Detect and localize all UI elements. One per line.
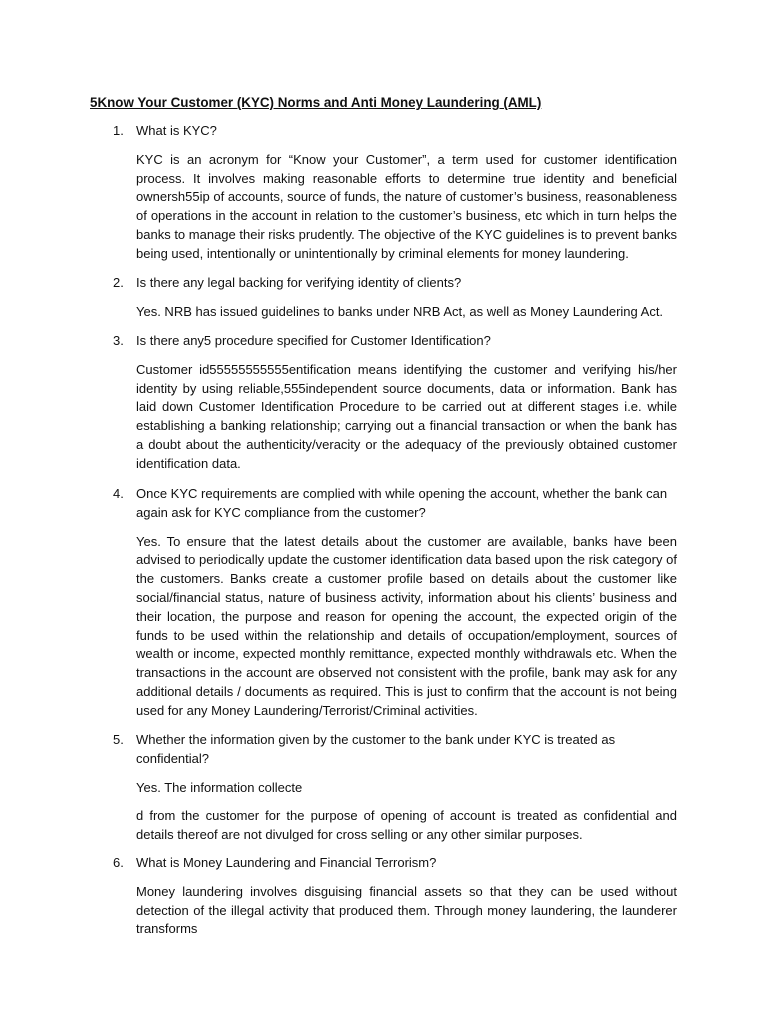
item-number: 1. [113, 123, 124, 138]
document-title: 5Know Your Customer (KYC) Norms and Anti Money Laundering (AML) [90, 95, 542, 110]
item-answer: Yes. To ensure that the latest details about the customer are available, banks have been advised to periodically update the customer identification data based upon the risk category of the customers. Banks create a customer profile based on details about the customer like social/financial status, nature of business activity, information about his clients’ business and their location, the purpose and reason for opening the account, the expected origin of the funds to be used within the relationship and details of occupation/employment, sources of wealth or income, expected monthly remittance, expected monthly withdrawals etc. When the transactions in the account are observed not consistent with the profile, bank may ask for any additional details / documents as required. This is just to confirm that the account is not being used for any Money Laundering/Terrorist/Criminal activities. [136, 533, 677, 718]
item-answer: Yes. The information collecte [136, 779, 303, 795]
faq-item-4 [113, 485, 677, 721]
item-answer: Yes. NRB has issued guidelines to banks under NRB Act, as well as Money Laundering Act. [136, 303, 664, 319]
item-question: What is KYC? [136, 123, 217, 138]
item-number: 4. [113, 486, 124, 501]
faq-item-6 [113, 854, 677, 939]
item-number: 6. [113, 855, 124, 870]
faq-item-5 [113, 731, 677, 845]
item-question: Is there any5 procedure specified for Customer Identification? [136, 333, 491, 348]
item-question: Is there any legal backing for verifying identity of clients? [136, 275, 462, 290]
item-number: 3. [113, 333, 124, 348]
item-question: What is Money Laundering and Financial Terrorism? [136, 855, 437, 870]
item-answer: KYC is an acronym for “Know your Customer”, a term used for customer identification process. It involves making reasonable efforts to determine true identity and beneficial ownersh55ip of accounts, source of funds, the nature of customer’s business, reasonableness of operations in the account in relation to the customer’s business, etc which in turn helps the banks to manage their risks prudently. The objective of the KYC guidelines is to prevent banks being used, intentionally or unintentionally by criminal elements for money laundering. [136, 151, 677, 261]
item-number: 5. [113, 732, 124, 747]
faq-item-1 [113, 122, 677, 264]
item-answer: Customer id55555555555entification means identifying the customer and verifying his/her identity by using reliable,555independent source documents, data or information. Bank has laid down Customer Identification Procedure to be carried out at different stages i.e. while establishing a banking relationship; carrying out a financial transaction or when the bank has a doubt about the authenticity/veracity or the adequacy of the previously obtained customer identification data. [136, 361, 677, 471]
faq-item-2 [113, 274, 677, 322]
faq-item-3 [113, 332, 677, 474]
item-answer: Money laundering involves disguising financial assets so that they can be used without detection of the illegal activity that produced them. Through money laundering, the launderer transforms [136, 883, 677, 937]
item-question: Whether the information given by the customer to the bank under KYC is treated as confidential? [136, 732, 616, 766]
item-answer-continued: d from the customer for the purpose of opening of account is treated as confidential and details thereof are not divulged for cross selling or any other similar purposes. [136, 808, 677, 843]
item-number: 2. [113, 275, 124, 290]
item-question: Once KYC requirements are complied with while opening the account, whether the bank can again ask for KYC compliance from the customer? [136, 486, 668, 520]
